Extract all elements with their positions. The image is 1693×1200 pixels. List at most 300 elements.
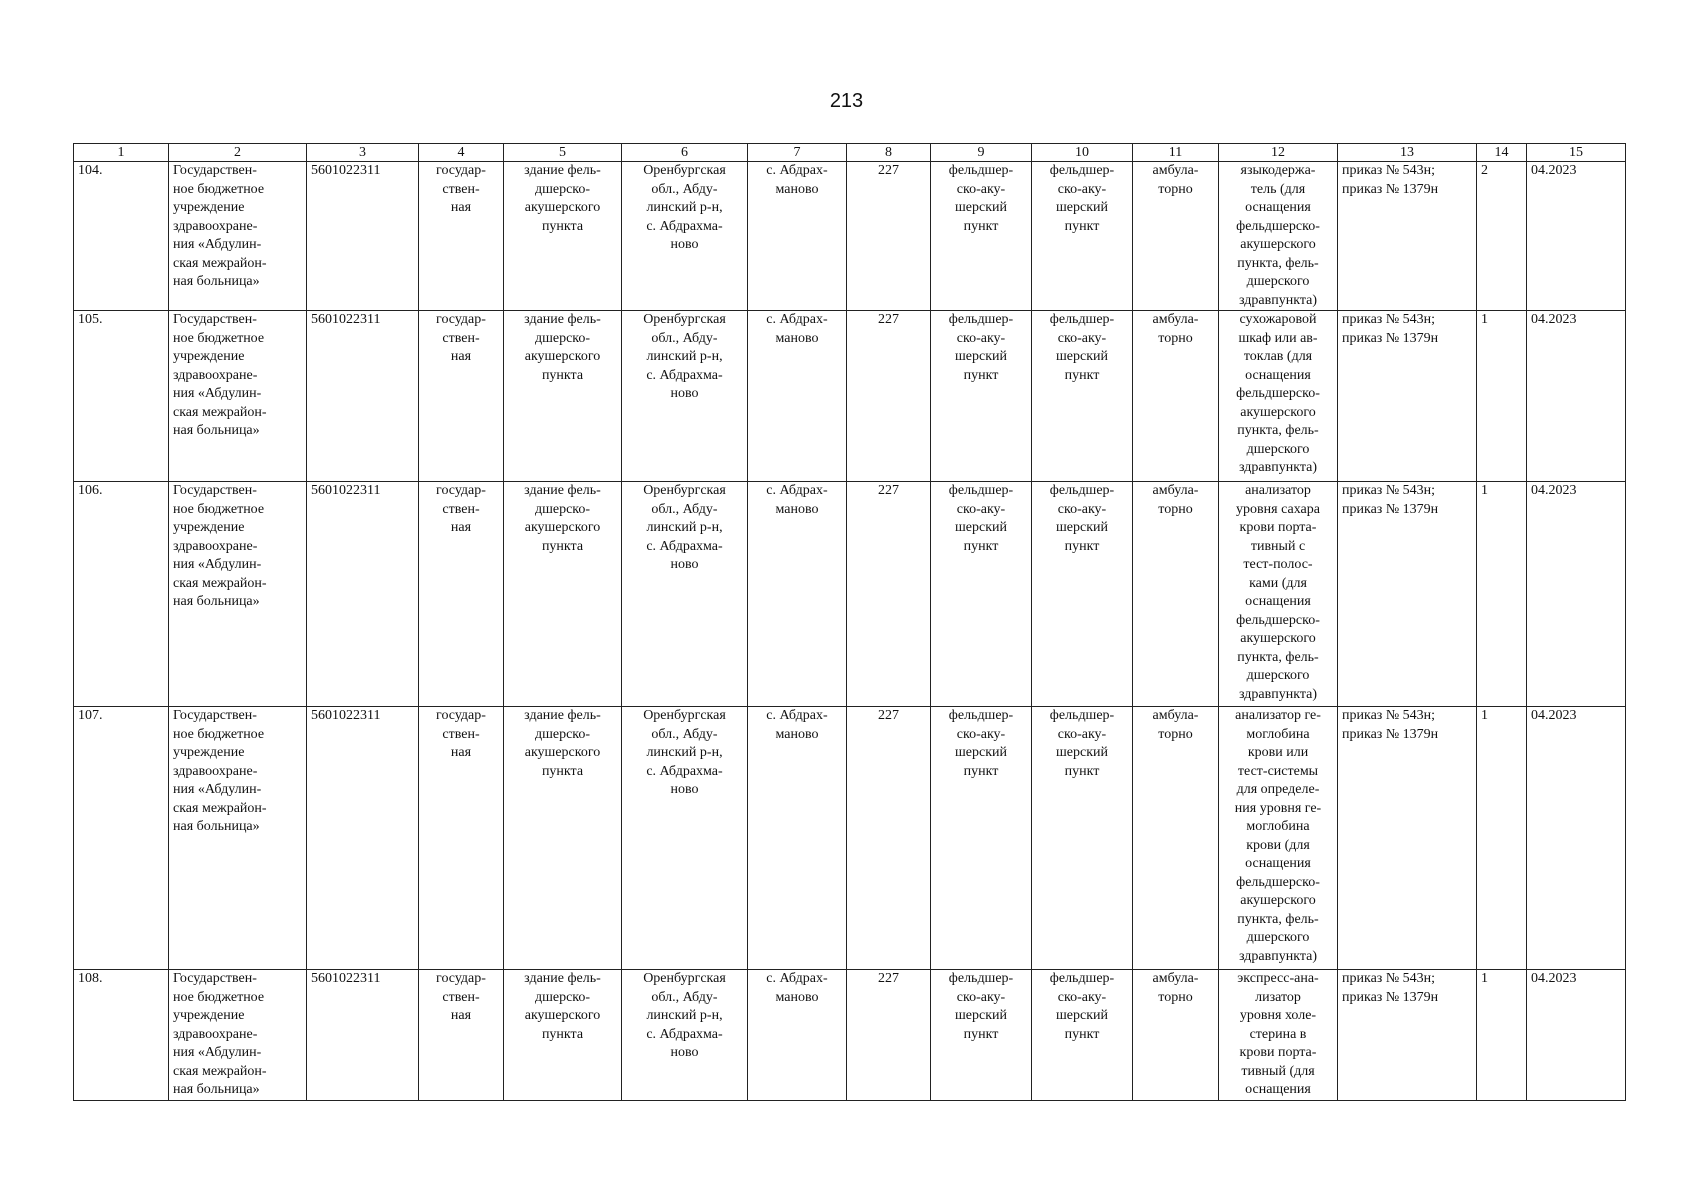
cell-line: здравпункта): [1239, 948, 1317, 964]
cell-line: торно: [1158, 330, 1193, 346]
cell-line: анализатор ге-: [1235, 708, 1321, 723]
cell-line: крови порта-: [1239, 520, 1317, 535]
cell-line: с. Абдрах-: [766, 483, 828, 498]
cell-line: приказ № 543н;: [1342, 163, 1436, 178]
facility-subtype-cell: [1032, 162, 1133, 311]
cell-line: экспресс-ана-: [1237, 971, 1319, 986]
cell-line: ния уровня ге-: [1234, 800, 1322, 816]
cell-line: с. Абдрахма-: [646, 538, 723, 554]
registry-table: [73, 143, 1626, 1101]
cell-line: здравоохране-: [173, 763, 258, 779]
cell-line: шерский: [955, 745, 1007, 760]
cell-line: фельдшерско-: [1236, 874, 1320, 890]
cell-line: пункта, фель-: [1237, 255, 1319, 271]
cell-line: дшерского: [1246, 930, 1310, 945]
cell-line: дшерско-: [534, 989, 591, 1005]
cell-line: дшерского: [1246, 441, 1310, 457]
settlement-cell: [748, 311, 847, 482]
cell-line: учреждение: [173, 349, 245, 364]
cell-line: ная: [450, 1008, 472, 1023]
cell-text: 1: [1481, 483, 1488, 498]
cell-line: учреждение: [173, 520, 245, 535]
quantity-cell: [1477, 162, 1527, 311]
population-cell: [847, 311, 931, 482]
cell-line: дшерского: [1246, 668, 1310, 683]
cell-line: фельдшер-: [1049, 483, 1115, 498]
cell-line: Оренбургская: [643, 163, 726, 178]
date-cell: [1527, 970, 1626, 1101]
cell-line: языкодержа-: [1240, 163, 1316, 178]
orders-cell: [1338, 482, 1477, 707]
cell-text: 227: [878, 163, 899, 178]
cell-line: здравпункта): [1239, 292, 1317, 308]
table-row: [74, 311, 1626, 482]
care-mode-cell: [1133, 707, 1219, 970]
cell-line: ная больница»: [173, 423, 260, 438]
cell-line: оснащения: [1245, 1082, 1311, 1097]
facility-type-cell: [931, 482, 1032, 707]
cell-line: дшерско-: [534, 501, 591, 517]
cell-line: амбула-: [1152, 312, 1199, 327]
cell-line: обл., Абду-: [651, 330, 718, 346]
cell-line: ско-аку-: [956, 726, 1006, 742]
date-cell: [1527, 311, 1626, 482]
cell-line: Государствен-: [173, 163, 257, 178]
column-header: 11: [1133, 144, 1219, 162]
equipment-cell: [1219, 707, 1338, 970]
cell-line: пункт: [1064, 763, 1100, 779]
ownership-cell: [419, 482, 504, 707]
cell-line: Государствен-: [173, 971, 257, 986]
settlement-cell: [748, 162, 847, 311]
row-number-cell: [74, 970, 169, 1101]
cell-line: государ-: [436, 708, 486, 723]
cell-line: лизатор: [1255, 989, 1301, 1005]
orders-cell: [1338, 970, 1477, 1101]
cell-line: тивный (для: [1241, 1063, 1315, 1079]
cell-line: фельдшерско-: [1236, 386, 1320, 401]
cell-line: маново: [775, 726, 819, 742]
cell-text: 105.: [78, 312, 103, 327]
cell-text: 1: [1481, 312, 1488, 327]
settlement-cell: [748, 482, 847, 707]
column-header: 8: [847, 144, 931, 162]
cell-line: ное бюджетное: [173, 330, 265, 346]
cell-line: шерский: [955, 349, 1007, 364]
column-header: 1: [74, 144, 169, 162]
cell-line: акушерского: [524, 200, 601, 215]
cell-line: оснащения: [1245, 594, 1311, 609]
cell-line: Государствен-: [173, 708, 257, 723]
cell-text: 04.2023: [1531, 708, 1577, 723]
cell-line: ско-аку-: [956, 501, 1006, 517]
cell-line: здравоохране-: [173, 1026, 258, 1042]
cell-line: пункта, фель-: [1237, 423, 1319, 438]
cell-text: 1: [1481, 708, 1488, 723]
column-header: 6: [622, 144, 748, 162]
cell-line: здравоохране-: [173, 367, 258, 383]
cell-line: учреждение: [173, 1008, 245, 1023]
cell-line: пункт: [1064, 1026, 1100, 1042]
cell-line: дшерского: [1246, 274, 1310, 289]
population-cell: [847, 707, 931, 970]
cell-line: шерский: [1056, 349, 1108, 364]
cell-line: приказ № 543н;: [1342, 312, 1436, 327]
cell-line: тест-полос-: [1243, 557, 1313, 572]
row-number-cell: [74, 707, 169, 970]
organization-cell: [169, 707, 307, 970]
cell-line: ствен-: [442, 330, 480, 346]
cell-line: амбула-: [1152, 483, 1199, 498]
cell-line: приказ № 1379н: [1342, 181, 1439, 197]
cell-text: 04.2023: [1531, 312, 1577, 327]
cell-line: здравпункта): [1239, 460, 1317, 475]
page-number: 213: [829, 90, 864, 112]
cell-line: ное бюджетное: [173, 181, 265, 197]
cell-line: ново: [670, 1045, 699, 1060]
column-header: 7: [748, 144, 847, 162]
care-mode-cell: [1133, 970, 1219, 1101]
cell-line: линский р-н,: [646, 745, 723, 760]
cell-line: с. Абдрахма-: [646, 218, 723, 234]
cell-line: пункта, фель-: [1237, 911, 1319, 927]
settlement-cell: [748, 707, 847, 970]
settlement-cell: [748, 970, 847, 1101]
column-header: 15: [1527, 144, 1626, 162]
cell-line: государ-: [436, 312, 486, 327]
cell-line: ско-аку-: [1057, 501, 1107, 517]
cell-line: приказ № 1379н: [1342, 726, 1439, 742]
cell-line: обл., Абду-: [651, 989, 718, 1005]
building-cell: [504, 482, 622, 707]
cell-line: ствен-: [442, 501, 480, 517]
cell-line: дшерско-: [534, 726, 591, 742]
cell-line: пункт: [1064, 367, 1100, 383]
cell-line: ско-аку-: [1057, 330, 1107, 346]
date-cell: [1527, 162, 1626, 311]
cell-line: акушерского: [1240, 631, 1316, 646]
cell-line: ная: [450, 520, 472, 535]
cell-line: пункт: [963, 367, 999, 383]
cell-line: оснащения: [1245, 856, 1311, 871]
cell-line: для определе-: [1236, 782, 1320, 797]
quantity-cell: [1477, 707, 1527, 970]
cell-text: 227: [878, 483, 899, 498]
cell-line: учреждение: [173, 745, 245, 760]
quantity-cell: [1477, 970, 1527, 1101]
cell-line: шерский: [955, 520, 1007, 535]
facility-subtype-cell: [1032, 707, 1133, 970]
cell-line: маново: [775, 181, 819, 197]
ownership-cell: [419, 162, 504, 311]
cell-text: 04.2023: [1531, 971, 1577, 986]
cell-line: уровня сахара: [1236, 501, 1320, 517]
building-cell: [504, 162, 622, 311]
cell-line: ская межрайон-: [173, 800, 267, 816]
cell-text: 227: [878, 312, 899, 327]
cell-line: ско-аку-: [1057, 726, 1107, 742]
cell-line: государ-: [436, 483, 486, 498]
cell-line: дшерско-: [534, 330, 591, 346]
cell-line: пункт: [1064, 538, 1100, 554]
cell-line: линский р-н,: [646, 200, 723, 215]
cell-line: ствен-: [442, 181, 480, 197]
cell-text: 04.2023: [1531, 163, 1577, 178]
cell-line: акушерского: [1240, 237, 1316, 252]
address-cell: [622, 970, 748, 1101]
cell-line: учреждение: [173, 200, 245, 215]
cell-line: пункт: [963, 538, 999, 554]
cell-line: ная: [450, 200, 472, 215]
cell-line: ново: [670, 237, 699, 252]
cell-line: обл., Абду-: [651, 501, 718, 517]
cell-line: ская межрайон-: [173, 1063, 267, 1079]
orders-cell: [1338, 311, 1477, 482]
cell-line: ско-аку-: [956, 989, 1006, 1005]
cell-line: оснащения: [1245, 200, 1311, 215]
cell-line: Государствен-: [173, 483, 257, 498]
cell-line: ская межрайон-: [173, 575, 267, 591]
cell-line: акушерского: [524, 1008, 601, 1023]
cell-line: ново: [670, 386, 699, 401]
cell-line: дшерско-: [534, 181, 591, 197]
facility-type-cell: [931, 162, 1032, 311]
column-header: 5: [504, 144, 622, 162]
inn-cell: [307, 707, 419, 970]
cell-line: ново: [670, 782, 699, 797]
cell-line: акушерского: [524, 520, 601, 535]
cell-line: амбула-: [1152, 163, 1199, 178]
cell-line: с. Абдрахма-: [646, 763, 723, 779]
cell-line: шерский: [955, 1008, 1007, 1023]
facility-type-cell: [931, 311, 1032, 482]
address-cell: [622, 482, 748, 707]
column-header: 4: [419, 144, 504, 162]
cell-line: Государствен-: [173, 312, 257, 327]
cell-line: оснащения: [1245, 367, 1311, 383]
organization-cell: [169, 482, 307, 707]
cell-line: ная больница»: [173, 1082, 260, 1097]
cell-text: 5601022311: [311, 971, 381, 986]
cell-line: ное бюджетное: [173, 989, 265, 1005]
cell-line: с. Абдрах-: [766, 163, 828, 178]
cell-text: 106.: [78, 483, 103, 498]
cell-line: линский р-н,: [646, 520, 723, 535]
population-cell: [847, 970, 931, 1101]
cell-text: 104.: [78, 163, 103, 178]
cell-line: с. Абдрахма-: [646, 367, 723, 383]
cell-line: пункта: [541, 218, 584, 234]
inn-cell: [307, 162, 419, 311]
cell-line: фельдшер-: [948, 971, 1014, 986]
cell-line: здравпункта): [1239, 686, 1317, 702]
cell-line: фельдшер-: [948, 708, 1014, 723]
table-row: [74, 482, 1626, 707]
cell-line: акушерского: [1240, 893, 1316, 908]
cell-line: крови или: [1247, 745, 1309, 760]
ownership-cell: [419, 311, 504, 482]
cell-line: акушерского: [524, 349, 601, 364]
cell-line: ская межрайон-: [173, 255, 267, 271]
cell-line: пункт: [963, 218, 999, 234]
cell-line: приказ № 1379н: [1342, 330, 1439, 346]
inn-cell: [307, 970, 419, 1101]
cell-text: 108.: [78, 971, 103, 986]
quantity-cell: [1477, 482, 1527, 707]
cell-line: линский р-н,: [646, 1008, 723, 1023]
cell-line: пункта: [541, 1026, 584, 1042]
cell-line: ная: [450, 745, 472, 760]
cell-line: ния «Абдулин-: [173, 386, 262, 401]
cell-line: фельдшер-: [948, 163, 1014, 178]
cell-line: шкаф или ав-: [1238, 330, 1318, 346]
cell-line: здравоохране-: [173, 538, 258, 554]
orders-cell: [1338, 707, 1477, 970]
cell-line: маново: [775, 330, 819, 346]
cell-line: пункт: [1064, 218, 1100, 234]
column-header: 9: [931, 144, 1032, 162]
cell-line: ками (для: [1249, 575, 1307, 591]
organization-cell: [169, 311, 307, 482]
cell-line: ская межрайон-: [173, 404, 267, 420]
cell-line: ния «Абдулин-: [173, 237, 262, 252]
ownership-cell: [419, 970, 504, 1101]
cell-line: фельдшер-: [1049, 708, 1115, 723]
cell-line: амбула-: [1152, 708, 1199, 723]
address-cell: [622, 162, 748, 311]
cell-line: акушерского: [524, 745, 601, 760]
cell-line: токлав (для: [1243, 349, 1313, 364]
cell-line: фельдшерско-: [1236, 218, 1320, 234]
cell-line: фельдшер-: [1049, 163, 1115, 178]
cell-text: 04.2023: [1531, 483, 1577, 498]
cell-line: шерский: [1056, 200, 1108, 215]
population-cell: [847, 482, 931, 707]
cell-line: пункта: [541, 538, 584, 554]
cell-line: пункта, фель-: [1237, 649, 1319, 665]
date-cell: [1527, 482, 1626, 707]
cell-line: ная больница»: [173, 594, 260, 609]
cell-line: линский р-н,: [646, 349, 723, 364]
building-cell: [504, 970, 622, 1101]
cell-line: здание фель-: [524, 312, 601, 327]
cell-line: ния «Абдулин-: [173, 782, 262, 797]
cell-line: ново: [670, 557, 699, 572]
cell-line: фельдшер-: [1049, 971, 1115, 986]
organization-cell: [169, 162, 307, 311]
cell-line: тивный с: [1250, 538, 1306, 554]
cell-line: здание фель-: [524, 971, 601, 986]
cell-line: шерский: [1056, 745, 1108, 760]
header-row: [74, 144, 1626, 162]
cell-line: приказ № 1379н: [1342, 989, 1439, 1005]
cell-line: Оренбургская: [643, 708, 726, 723]
cell-text: 107.: [78, 708, 103, 723]
cell-line: фельдшер-: [948, 483, 1014, 498]
cell-line: государ-: [436, 163, 486, 178]
cell-text: 227: [878, 708, 899, 723]
cell-line: Оренбургская: [643, 971, 726, 986]
cell-line: крови порта-: [1239, 1045, 1317, 1060]
column-header: 3: [307, 144, 419, 162]
cell-line: акушерского: [1240, 404, 1316, 420]
cell-text: 5601022311: [311, 163, 381, 178]
inn-cell: [307, 311, 419, 482]
table-row: [74, 970, 1626, 1101]
cell-line: шерский: [955, 200, 1007, 215]
table-row: [74, 707, 1626, 970]
care-mode-cell: [1133, 162, 1219, 311]
address-cell: [622, 311, 748, 482]
column-header: 10: [1032, 144, 1133, 162]
cell-line: фельдшер-: [1049, 312, 1115, 327]
cell-line: пункта: [541, 367, 584, 383]
cell-line: государ-: [436, 971, 486, 986]
cell-line: обл., Абду-: [651, 726, 718, 742]
cell-line: ствен-: [442, 726, 480, 742]
cell-line: приказ № 543н;: [1342, 483, 1436, 498]
equipment-cell: [1219, 162, 1338, 311]
cell-line: Оренбургская: [643, 483, 726, 498]
care-mode-cell: [1133, 311, 1219, 482]
cell-line: торно: [1158, 989, 1193, 1005]
building-cell: [504, 707, 622, 970]
column-header: 13: [1338, 144, 1477, 162]
cell-text: 227: [878, 971, 899, 986]
cell-text: 2: [1481, 163, 1488, 178]
cell-line: приказ № 543н;: [1342, 708, 1436, 723]
cell-line: здание фель-: [524, 708, 601, 723]
column-header: 2: [169, 144, 307, 162]
cell-text: 5601022311: [311, 312, 381, 327]
cell-line: пункт: [963, 1026, 999, 1042]
cell-line: с. Абдрах-: [766, 312, 828, 327]
cell-line: пункта: [541, 763, 584, 779]
population-cell: [847, 162, 931, 311]
cell-line: обл., Абду-: [651, 181, 718, 197]
facility-subtype-cell: [1032, 311, 1133, 482]
cell-line: торно: [1158, 726, 1193, 742]
cell-line: ния «Абдулин-: [173, 557, 262, 572]
table-body: [74, 162, 1626, 1101]
date-cell: [1527, 707, 1626, 970]
cell-line: маново: [775, 501, 819, 517]
orders-cell: [1338, 162, 1477, 311]
facility-type-cell: [931, 970, 1032, 1101]
cell-line: ная: [450, 349, 472, 364]
cell-line: ско-аку-: [956, 181, 1006, 197]
organization-cell: [169, 970, 307, 1101]
equipment-cell: [1219, 970, 1338, 1101]
cell-line: шерский: [1056, 520, 1108, 535]
cell-line: тест-системы: [1237, 763, 1319, 779]
cell-line: торно: [1158, 501, 1193, 517]
cell-line: фельдшерско-: [1236, 612, 1320, 628]
care-mode-cell: [1133, 482, 1219, 707]
inn-cell: [307, 482, 419, 707]
equipment-cell: [1219, 482, 1338, 707]
cell-text: 5601022311: [311, 708, 381, 723]
cell-line: шерский: [1056, 1008, 1108, 1023]
cell-line: торно: [1158, 181, 1193, 197]
cell-line: стерина в: [1249, 1026, 1307, 1042]
cell-line: ско-аку-: [956, 330, 1006, 346]
column-header: 12: [1219, 144, 1338, 162]
building-cell: [504, 311, 622, 482]
cell-line: пункт: [963, 763, 999, 779]
cell-line: здравоохране-: [173, 218, 258, 234]
cell-line: фельдшер-: [948, 312, 1014, 327]
